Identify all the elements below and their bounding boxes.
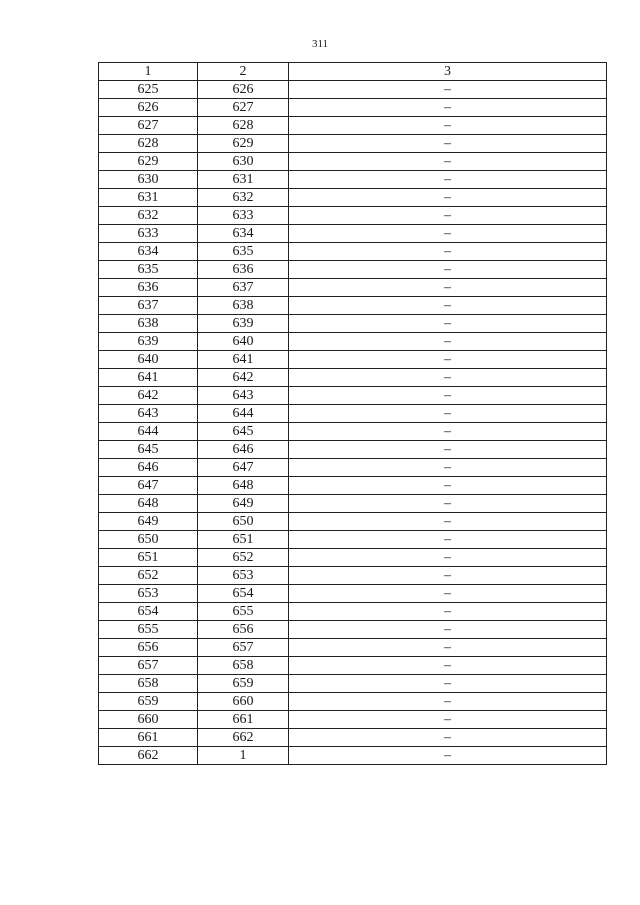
table-cell-col-1: 649 (99, 513, 198, 531)
table-cell-col-3: – (289, 333, 607, 351)
table-row (99, 675, 607, 693)
column-header-2: 2 (198, 63, 289, 81)
table-cell-col-1: 662 (99, 747, 198, 765)
table-cell-col-2: 644 (198, 405, 289, 423)
table-row (99, 261, 607, 279)
table-cell-col-1: 658 (99, 675, 198, 693)
table-cell-col-2: 636 (198, 261, 289, 279)
table-row (99, 495, 607, 513)
table-cell-col-3: – (289, 189, 607, 207)
table-row (99, 99, 607, 117)
table-cell-col-3: – (289, 171, 607, 189)
table-cell-col-3: – (289, 243, 607, 261)
table-cell-col-3: – (289, 261, 607, 279)
table-cell-col-2: 637 (198, 279, 289, 297)
table-row (99, 711, 607, 729)
table-cell-col-3: – (289, 477, 607, 495)
table-row (99, 639, 607, 657)
table-cell-col-3: – (289, 711, 607, 729)
table-cell-col-1: 633 (99, 225, 198, 243)
table-cell-col-3: – (289, 405, 607, 423)
table-cell-col-1: 625 (99, 81, 198, 99)
table-cell-col-2: 649 (198, 495, 289, 513)
table-row (99, 441, 607, 459)
table-cell-col-2: 652 (198, 549, 289, 567)
table-row (99, 729, 607, 747)
table-cell-col-1: 627 (99, 117, 198, 135)
table-row (99, 693, 607, 711)
table-cell-col-2: 658 (198, 657, 289, 675)
table-row (99, 513, 607, 531)
table-row (99, 81, 607, 99)
table-cell-col-1: 630 (99, 171, 198, 189)
table-cell-col-2: 645 (198, 423, 289, 441)
table-cell-col-1: 631 (99, 189, 198, 207)
table-cell-col-3: – (289, 693, 607, 711)
table-row (99, 531, 607, 549)
table-row (99, 657, 607, 675)
table-cell-col-3: – (289, 621, 607, 639)
table-cell-col-1: 632 (99, 207, 198, 225)
table-cell-col-1: 635 (99, 261, 198, 279)
table-cell-col-2: 646 (198, 441, 289, 459)
table-row (99, 189, 607, 207)
table-cell-col-2: 653 (198, 567, 289, 585)
table-cell-col-2: 634 (198, 225, 289, 243)
table-row (99, 351, 607, 369)
table-cell-col-3: – (289, 441, 607, 459)
table-row (99, 369, 607, 387)
table-cell-col-2: 628 (198, 117, 289, 135)
table-cell-col-1: 659 (99, 693, 198, 711)
table-row (99, 621, 607, 639)
table-row (99, 585, 607, 603)
table-cell-col-3: – (289, 117, 607, 135)
table-cell-col-1: 628 (99, 135, 198, 153)
table-row (99, 477, 607, 495)
table-row (99, 153, 607, 171)
table-cell-col-2: 651 (198, 531, 289, 549)
table-cell-col-2: 642 (198, 369, 289, 387)
table-cell-col-1: 626 (99, 99, 198, 117)
table-header-row (99, 63, 607, 81)
table-cell-col-2: 654 (198, 585, 289, 603)
table-row (99, 459, 607, 477)
table-row (99, 117, 607, 135)
table-cell-col-3: – (289, 729, 607, 747)
table-cell-col-1: 650 (99, 531, 198, 549)
table-cell-col-1: 651 (99, 549, 198, 567)
table-cell-col-3: – (289, 603, 607, 621)
table-body (99, 81, 607, 765)
table-cell-col-1: 641 (99, 369, 198, 387)
table-cell-col-2: 633 (198, 207, 289, 225)
table-cell-col-1: 645 (99, 441, 198, 459)
table-cell-col-3: – (289, 675, 607, 693)
table-cell-col-3: – (289, 135, 607, 153)
column-header-3: 3 (289, 63, 607, 81)
table-cell-col-3: – (289, 585, 607, 603)
table-cell-col-2: 629 (198, 135, 289, 153)
table-cell-col-1: 652 (99, 567, 198, 585)
column-header-1: 1 (99, 63, 198, 81)
table-cell-col-3: – (289, 747, 607, 765)
table-cell-col-1: 646 (99, 459, 198, 477)
table-cell-col-1: 656 (99, 639, 198, 657)
table-row (99, 171, 607, 189)
table-cell-col-2: 632 (198, 189, 289, 207)
table-cell-col-2: 630 (198, 153, 289, 171)
table-cell-col-1: 644 (99, 423, 198, 441)
table-cell-col-2: 641 (198, 351, 289, 369)
data-table (98, 62, 607, 765)
table-cell-col-3: – (289, 513, 607, 531)
table-cell-col-1: 640 (99, 351, 198, 369)
table-cell-col-2: 660 (198, 693, 289, 711)
table-cell-col-1: 661 (99, 729, 198, 747)
table-cell-col-2: 627 (198, 99, 289, 117)
table-row (99, 243, 607, 261)
table-cell-col-2: 650 (198, 513, 289, 531)
table-cell-col-2: 659 (198, 675, 289, 693)
table-cell-col-1: 637 (99, 297, 198, 315)
table-cell-col-1: 636 (99, 279, 198, 297)
table-row (99, 333, 607, 351)
table-cell-col-3: – (289, 279, 607, 297)
table-row (99, 747, 607, 765)
table-cell-col-2: 635 (198, 243, 289, 261)
table-cell-col-3: – (289, 459, 607, 477)
table-cell-col-2: 655 (198, 603, 289, 621)
table-cell-col-1: 657 (99, 657, 198, 675)
table-cell-col-3: – (289, 351, 607, 369)
table-cell-col-3: – (289, 369, 607, 387)
table-row (99, 387, 607, 405)
table-cell-col-3: – (289, 81, 607, 99)
table-cell-col-1: 642 (99, 387, 198, 405)
table-cell-col-1: 654 (99, 603, 198, 621)
table-cell-col-2: 662 (198, 729, 289, 747)
table-cell-col-2: 661 (198, 711, 289, 729)
table-cell-col-3: – (289, 549, 607, 567)
table-row (99, 279, 607, 297)
table-cell-col-1: 648 (99, 495, 198, 513)
table-cell-col-3: – (289, 297, 607, 315)
table-cell-col-2: 640 (198, 333, 289, 351)
table-cell-col-2: 639 (198, 315, 289, 333)
table-cell-col-2: 648 (198, 477, 289, 495)
table-row (99, 549, 607, 567)
table-row (99, 297, 607, 315)
table-cell-col-1: 647 (99, 477, 198, 495)
table-cell-col-3: – (289, 423, 607, 441)
table-cell-col-1: 634 (99, 243, 198, 261)
table-row (99, 225, 607, 243)
table-row (99, 135, 607, 153)
table-cell-col-1: 638 (99, 315, 198, 333)
table-cell-col-3: – (289, 225, 607, 243)
table-cell-col-3: – (289, 207, 607, 225)
table-cell-col-3: – (289, 495, 607, 513)
table-cell-col-2: 631 (198, 171, 289, 189)
table-cell-col-1: 639 (99, 333, 198, 351)
table-cell-col-3: – (289, 387, 607, 405)
table-row (99, 207, 607, 225)
table-row (99, 405, 607, 423)
table-row (99, 315, 607, 333)
table-cell-col-1: 660 (99, 711, 198, 729)
table-cell-col-2: 643 (198, 387, 289, 405)
table-cell-col-3: – (289, 99, 607, 117)
table-cell-col-1: 653 (99, 585, 198, 603)
table-cell-col-2: 1 (198, 747, 289, 765)
table-cell-col-3: – (289, 567, 607, 585)
table-cell-col-1: 643 (99, 405, 198, 423)
table-cell-col-3: – (289, 531, 607, 549)
table-row (99, 603, 607, 621)
table-cell-col-3: – (289, 639, 607, 657)
page-number: 311 (311, 38, 329, 50)
table-cell-col-2: 638 (198, 297, 289, 315)
table-cell-col-2: 657 (198, 639, 289, 657)
table-row (99, 423, 607, 441)
table-cell-col-2: 626 (198, 81, 289, 99)
table-cell-col-1: 629 (99, 153, 198, 171)
table-cell-col-3: – (289, 153, 607, 171)
table-cell-col-3: – (289, 315, 607, 333)
table-cell-col-3: – (289, 657, 607, 675)
table-cell-col-2: 647 (198, 459, 289, 477)
table-row (99, 567, 607, 585)
table-cell-col-2: 656 (198, 621, 289, 639)
table-cell-col-1: 655 (99, 621, 198, 639)
